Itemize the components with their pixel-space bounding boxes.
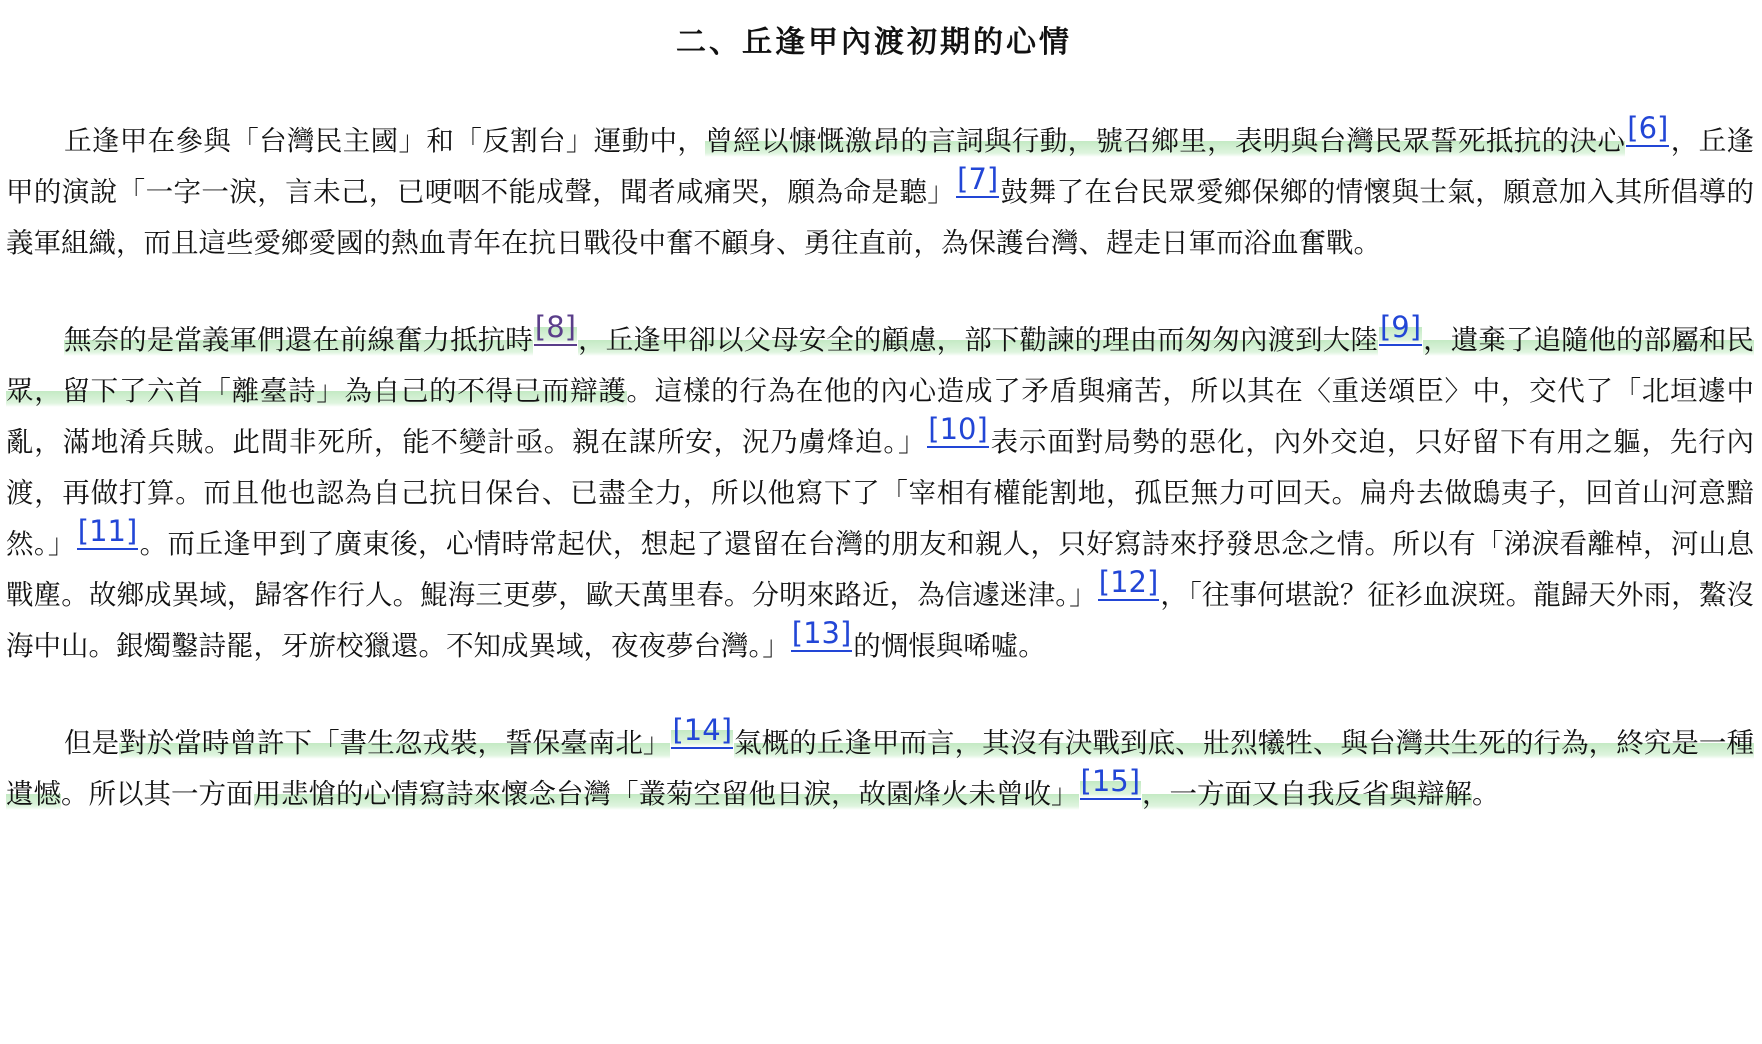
highlighted-text: 氣概的丘逢甲而言，其沒有決戰到底、壯烈犧牲、與台灣共生死的行為，終究是一種遺憾 [6,727,1755,810]
footnote-ref-link[interactable]: [6] [1627,110,1669,145]
body-text: ，丘逢甲的演說「一字一淚，言未己，已哽咽不能成聲，聞者咸痛哭，願為命是聽」 [6,125,1754,208]
footnote-ref-link[interactable]: [11] [77,513,138,548]
body-text: 表示面對局勢的惡化，內外交迫，只好留下有用之軀，先行內渡，再做打算。而且他也認為自己抗日保台、已盡全力，所以他寫下了「宰相有權能割地，孤臣無力可回天。扁舟去做鴟夷子，回首山河意黯然。」 [6,426,1755,560]
highlighted-text: 對於當時曾許下「書生忽戎裝，誓保臺南北」 [119,727,671,759]
body-text: ，「往事何堪說？征衫血淚斑。龍歸天外雨，鰲沒海中山。銀燭鑿詩罷，牙旂校獵還。不知成異域，夜夜夢台灣。」 [6,579,1755,662]
footnote-ref-link[interactable]: [8] [534,309,576,344]
footnote-ref-link[interactable]: [13] [791,615,852,650]
highlighted-text: 無奈的是當義軍們還在前線奮力抵抗時 [64,324,533,356]
footnote-ref-link[interactable]: [10] [928,411,988,446]
highlighted-text: ，遺棄了追隨他的部屬和民眾，留下了六首「離臺詩」為自己的不得已而辯護 [6,324,1755,407]
paragraph-1 [6,110,1755,269]
body-text: 。這樣的行為在他的內心造成了矛盾與痛苦，所以其在〈重送頌臣〉中，交代了「北垣遽中亂，滿地淆兵賊。此間非死所，能不變計亟。親在謀所安，況乃虜烽迫。」 [6,375,1755,458]
body-text: 丘逢甲在參與「台灣民主國」和「反割台」運動中， [64,125,706,157]
body-text: 但是 [64,727,120,759]
footnote-ref-link[interactable]: [7] [957,161,999,196]
highlighted-text: 用悲愴的心情寫詩來懷念台灣「叢菊空留他日淚，故園烽火未曾收」 [253,778,1079,810]
footnote-ref-link[interactable]: [12] [1098,564,1159,599]
paragraph-3 [6,712,1755,820]
highlighted-text: ，丘逢甲卻以父母安全的顧慮，部下勸諫的理由而匆匆內渡到大陸 [577,324,1378,356]
section-title: 二、丘逢甲內渡初期的心情 [676,25,1072,60]
highlighted-text: 曾經以慷慨激昂的言詞與行動，號召鄉里，表明與台灣民眾誓死抵抗的決心 [705,125,1626,157]
paragraph-2 [6,309,1755,672]
body-text: 的惆悵與唏噓。 [853,630,1046,662]
body-text: 。而丘逢甲到了廣東後，心情時常起伏，想起了還留在台灣的朋友和親人，只好寫詩來抒發思念之情。所以有「涕淚看離棹，河山息戰塵。故鄉成異域，歸客作行人。鯤海三更夢，歐天萬里春。分明來路近，為信遽迷津。」 [6,528,1755,611]
footnote-ref-link[interactable]: [15] [1080,763,1141,798]
highlighted-text: ，一方面又自我反省與辯解 [1142,778,1473,810]
body-text: 。所以其一方面 [61,778,254,810]
body-text: 。 [1472,778,1500,810]
footnote-ref-link[interactable]: [9] [1379,309,1422,344]
footnote-ref-link[interactable]: [14] [672,712,733,747]
body-text: 鼓舞了在台民眾愛鄉保鄉的情懷與士氣，願意加入其所倡導的義軍組織，而且這些愛鄉愛國的熱血青年在抗日戰役中奮不顧身、勇往直前，為保護台灣、趕走日軍而浴血奮戰。 [6,176,1755,259]
